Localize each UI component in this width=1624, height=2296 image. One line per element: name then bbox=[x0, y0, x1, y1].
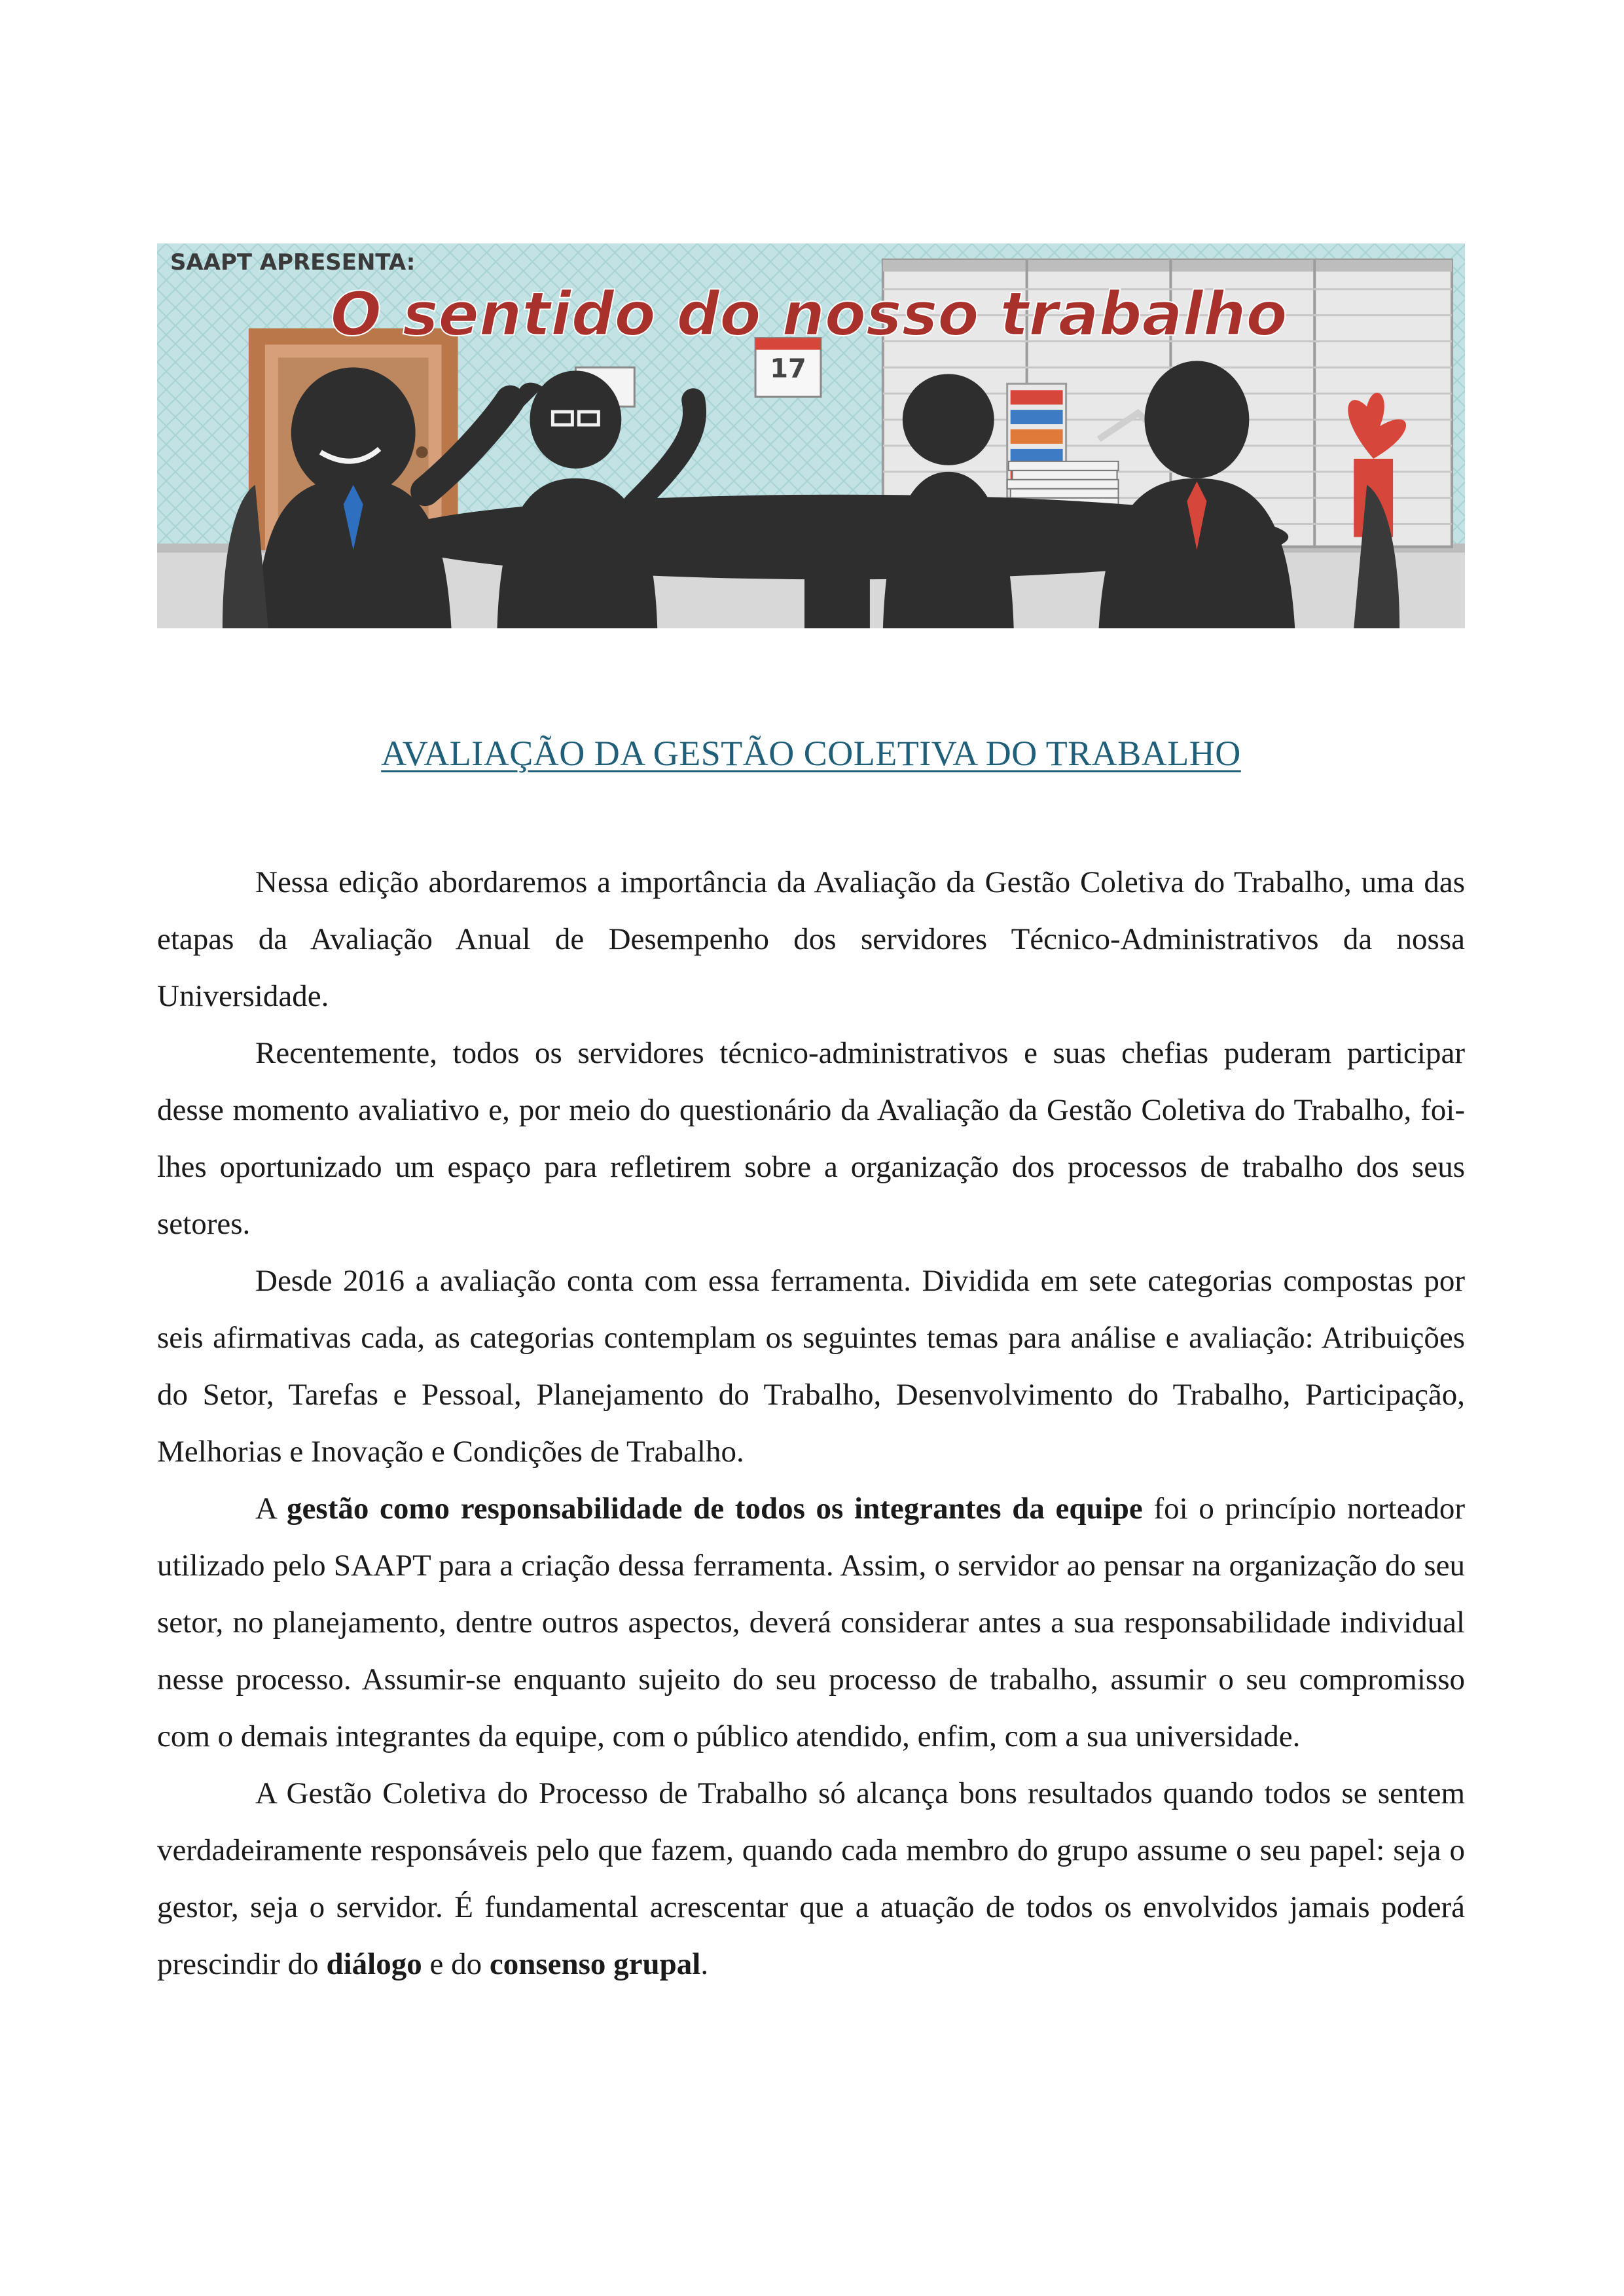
paragraph-5 bbox=[157, 1765, 1465, 1993]
banner-title: O sentido do nosso trabalho bbox=[330, 279, 1288, 350]
paragraph-4-start: A bbox=[255, 1492, 287, 1526]
paragraph-4 bbox=[157, 1480, 1465, 1765]
paragraph-2: Recentemente, todos os servidores técnico-administrativos e suas chefias puderam participar desse momento avaliativo e, por meio do questionário da Avaliação da Gestão Coletiva do Trabalho, foi-lhes oportunizado um espaço para refletirem sobre a organização dos processos de trabalho dos seus setores. bbox=[157, 1036, 1465, 1241]
article-heading: AVALIAÇÃO DA GESTÃO COLETIVA DO TRABALHO bbox=[381, 734, 1241, 773]
paragraph-5-emphasis-consenso: consenso grupal bbox=[489, 1947, 701, 1981]
paragraph-5-mid: e do bbox=[422, 1947, 490, 1981]
paragraph-4-rest: foi o princípio norteador utilizado pelo SAAPT para a criação dessa ferramenta. Assim, o servidor ao pensar na organização do seu setor, no planejamento, dentre outros aspectos, deverá considerar antes a sua responsabilidade individual nesse processo. Assumir-se enquanto sujeito do seu processo de trabalho, assumir o seu compromisso com o demais integrantes da equipe, com o público atendido, enfim, com a sua universidade. bbox=[157, 1492, 1465, 1753]
article-body bbox=[157, 854, 1465, 1993]
paragraph-4-emphasis: gestão como responsabilidade de todos os integrantes da equipe bbox=[287, 1492, 1143, 1526]
paragraph-1: Nessa edição abordaremos a importância da Avaliação da Gestão Coletiva do Trabalho, uma das etapas da Avaliação Anual de Desempenho dos servidores Técnico-Administrativos da nossa Universidade. bbox=[157, 865, 1465, 1013]
paragraph-5-start: A Gestão Coletiva do Processo de Trabalho só alcança bons resultados quando todos se sentem verdadeiramente responsáveis pelo que fazem, quando cada membro do grupo assume o seu papel: seja o gestor, seja o servidor. É fundamental acrescentar que a atuação de todos os envolvidos jamais poderá prescindir do bbox=[157, 1776, 1465, 1981]
paragraph-5-emphasis-dialogo: diálogo bbox=[326, 1947, 422, 1981]
banner-image bbox=[157, 243, 1465, 628]
paragraph-5-end: . bbox=[700, 1947, 709, 1981]
paragraph-3: Desde 2016 a avaliação conta com essa ferramenta. Dividida em sete categorias compostas por seis afirmativas cada, as categorias contemplam os seguintes temas para análise e avaliação: Atribuições do Setor, Tarefas e Pessoal, Planejamento do Trabalho, Desenvolvimento do Trabalho, Participação, Melhorias e Inovação e Condições de Trabalho. bbox=[157, 1264, 1465, 1469]
banner-kicker: SAAPT APRESENTA: bbox=[170, 249, 416, 275]
calendar-day: 17 bbox=[770, 353, 806, 384]
